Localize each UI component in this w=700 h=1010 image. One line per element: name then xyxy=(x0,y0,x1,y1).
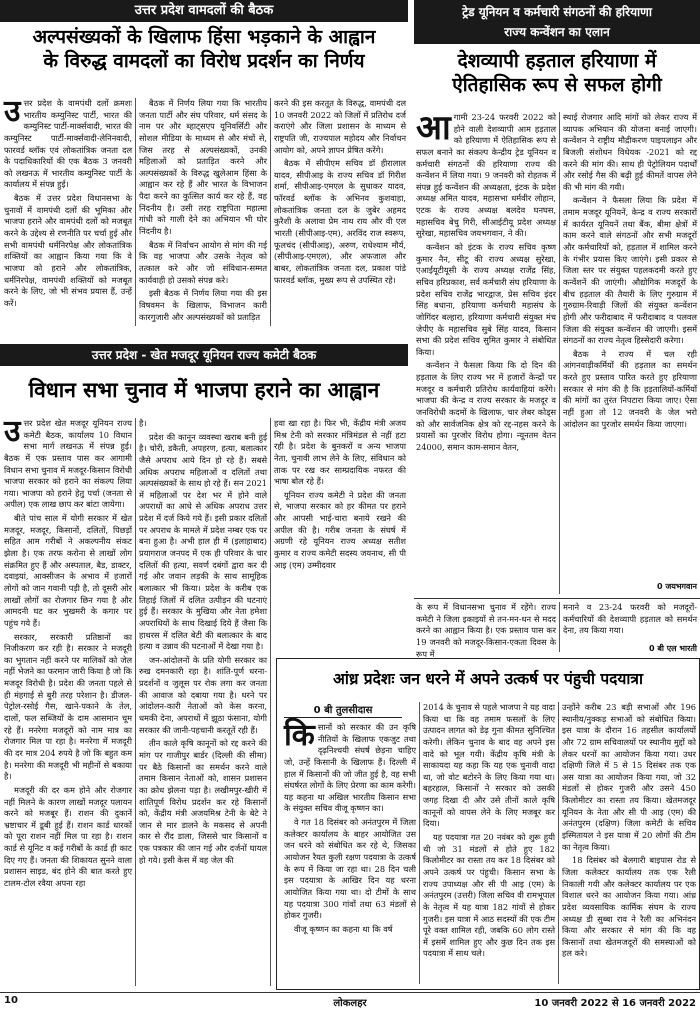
article3-column-1 xyxy=(416,108,556,594)
article4-column-3 xyxy=(562,702,696,984)
article1-column-1 xyxy=(4,94,132,326)
paragraph: स्थाई रोजगार आदि मांगों को लेकर राज्य में व्यापक अभियान की योजना बनाई जाएगी। कन्वेंशन ने राष्ट्रीय मौद्रीकरण पाइपलाइन और बिजली संशोधन विधेयक -2021 को रद्द करने की मांग की। साथ ही पेट्रोलियम पदार्थों और रसोई गैस की बढ़ी हुई कीमतें वापस लेने की भी मांग की गयी। xyxy=(563,112,697,192)
paragraph: बैठक में निर्वाचन आयोग से मांग की गई कि वह भाजपा और उसके नेतृत्व को तत्काल करे और जो संविधान-सम्मत कार्यवाही हो उसको संपन्न करे। xyxy=(139,239,267,285)
paragraph: हवा खा रहा है। फिर भी, केंद्रीय मंत्री अजय मिश्र टेनी को सरकार मंत्रिमंडल से नहीं हटा रही है। प्रदेश के बुनकरों व अन्य भाजपा नेता, चुनावी लाभ लेने के लिए, संविधान को ताक पर रख कर साम्प्रदायिक नफरत की भाषा बोल रहे हैं। xyxy=(274,418,406,487)
paragraph: मनाने व 23-24 फरवरी को मजदूरों-कर्मचारियों की देशव्यापी हड़ताल को समर्थन देना, तय किया गया। xyxy=(563,602,697,636)
article3-banner-line1: ट्रेड यूनियन व कर्मचारी संगठनों की हरियाणा xyxy=(462,5,652,19)
page-number: 10 xyxy=(4,995,18,1006)
article1-column-2 xyxy=(139,98,267,326)
paragraph: बैठक में सीपीएम सचिव डॉ हीरालाल यादव, सीपीआइ के राज्य सचिव डॉ गिरीश शर्मा, सीपीआइ-एमएल के सुधाकर यादव, फॉरवर्ड ब्लॉक के अभिनव कुशवाहा, लोकतांत्रिक जनता दल के जुबेर अहमद कुरैशी के अलावा प्रेम नाथ राय और वी एल भारती (सीपीआइ-एम), अरविंद राज स्वरूप, फूलचंद (सीपीआइ), अरुण, राधेश्याम मौर्य, (सीपीआइ-एमएल), और अफजाल और बाबर, लोकतांत्रिक जनता दल, प्रकाश पांडे फारवर्ड ब्लॉक, मुख्य रूप से उपस्थित रहे। xyxy=(274,158,406,285)
paragraph: के रूप में विधानसभा चुनाव में रहेंगे। राज्य कमेटी ने जिला इकाइयों से तन-मन-धन से मदद करने का आह्वान किया है। एक प्रस्ताव पास कर 19 जनवरी को मजदूर-किसान-एकता दिवस के रूप में xyxy=(416,602,556,659)
paragraph: गामी 23-24 फरवरी 2022 को होने वाली देशव्यापी आम हड़ताल को हरियाणा में ऐतिहासिक रूप से सफल बनाने का संकल्प केन्द्रीय ट्रेड यूनियन व कर्मचारी संगठनों की हरियाणा राज्य की कन्वेंशन में लिया गया। 9 जनवरी को रोहतक में संपन्न हुई कन्वेंशन की अध्यक्षता, इंटक के प्रदेश अध्यक्ष अमित यादव, महासभा धर्मवीर लोहान, एटक के राज्य अध्यक्ष बलदेव घनघस, महासचिव बेचु गिरी, सीआईटीयू प्रदेश अध्यक्ष सुरेखा, महासचिव जयभगवान, ने की। xyxy=(416,112,556,239)
publication-name: लोकलहर xyxy=(333,998,367,1009)
paragraph: है। xyxy=(139,418,147,428)
paragraph: जन-आंदोलनों के प्रति योगी सरकार का रुख दमनकारी रहा है। शांति-पूर्ण धरना-प्रदर्शनों व जुलूस पर रोक लगा कर जनता की आवाज को दबाया गया है। धरने पर आंदोलन-कारी नेताओं को केस करना, धमकी देना, अपराधों में झूठा फंसाना, योगी सरकार की जानी-पहचानी करतूतें रही हैं। xyxy=(139,654,267,735)
article3-headline-line2: ऐतिहासिक रूप से सफल होगी xyxy=(452,73,662,96)
article3-headline-line1: देशव्यापी हड़ताल हरियाणा में xyxy=(457,50,657,72)
paragraph: बैठक ने राज्य में चल रही आंगनवाड़ीकर्मियों की हड़ताल का समर्थन करते हुए प्रस्ताव पारित करते हुए हरियाणा सरकार से मांग की है कि हड़तालियों-कर्मियों की मांगों का तुरंत निपटारा किया जाए। ऐसा नहीं हुआ तो 12 जनवरी के जेल भरो आंदोलन का पुरजोर समर्थन किया जाएगा। xyxy=(563,348,697,429)
article1-dropcap: उ xyxy=(4,94,21,129)
article1-headline xyxy=(0,26,408,92)
paragraph: 2014 के चुनाव से पहले भाजपा ने यह वादा किया था कि वह तमाम फसलों के लिए उत्पादन लागत को डेढ़ गुना कीमत सुनिश्चित करेगी। लेकिन चुनाव के बाद वह अपने इस वादे को भूल गयी। केंद्रीय कृषि मंत्री के साकायदा यह कहा कि यह एक चुनावी वादा था, जो वोट बटोरने के लिए किया गया था। बहरहाल, किसानों ने सरकार को उसकी जगह दिखा दी और उसे तीनों काले कृषि कानूनों को वापस लेने के लिए मजबूर कर दिया। xyxy=(423,702,555,829)
paragraph: उन्होंने करीब 23 बड़ी सभाओं और 196 स्थानीय/नुक्कड़ सभाओं को संबोधित किया। इस यात्रा के दौरान 16 तहसील कार्यालयों और 72 ग्राम सचिवालयों पर स्थानीय मुद्दों को लेकर धरनों का आयोजन किया गया। उधर दक्षिणी जिले में 5 से 15 दिसंबर तक एक अस यात्रा का आयोजन किया गया, जो 32 मंडलों से होकर गुजरी और उसने 450 किलोमीटर का रास्ता तय किया। खेतमजदूर यूनियन के नेता और सी पी आइ (एम) की अनंतपुरम (दक्षिण) जिला कमेटी के सचिव इस्मितायल ने इस यात्रा में 20 लोगों की टीम का नेतृत्व किया। xyxy=(562,702,696,852)
paragraph: कन्वेंशन को इंटक के राज्य सचिव कृष्ण कुमार नैन, सीटू की राज्य अध्यक्ष सुरेखा, एआईयूटीयूसी के राज्य अध्यक्ष राजेंद्र सिंह, सचिव हरिप्रकाश, सर्व कर्मचारी संघ हरियाणा के प्रदेश सचिव राजेंद्र भारद्वाज, प्रेस सचिव इंदर सिंह बधाना, हरियाणा कर्मचारी महासंघ के जोगिंदर बल्हारा, हरियाणा कर्मचारी संयुक्त मंच जेपीए के महासचिव सुबे सिंह यादव, किसान सभा की प्रदेश सचिव सुमित कुमार ने संबोधित किया। xyxy=(416,242,556,357)
paragraph: सरकार, सरकारी प्रतिष्ठानों का निजीकरण कर रही है। सरकार ने मजदूरी का भुगतान नहीं करने पर मालिकों को जेल नहीं भेजने का फरमान जारी किया है जो कि मजदूर विरोधी है। प्रदेश की जनता पहले से ही मंहगाई से बुरी तरह परेशान है। डीजल-पेट्रोल-रसोई गैस, खाने-पकाने के तेल, दालों, फल सब्जियों के दाम आसमान चूम रहे हैं। मनरेगा मजदूरों को नाम मात्र का रोजगार मिल पा रहा है। मनरेगा में मजदूरी की दर मात्र 204 रुपये है जो कि बहुत कम है। मनरेगा की मजदूरी भी महीनों से बकाया है। xyxy=(4,631,132,782)
article2-headline: विधान सभा चुनाव में भाजपा हराने का आह्वान xyxy=(28,378,380,402)
article4-dropcap: कि xyxy=(284,718,315,753)
paragraph: बैठक में निर्णय लिया गया कि भारतीय जनता पार्टी और संघ परिवार, धर्म संसद के नाम पर और ब्हाट्सएप यूनिवर्सिटी और सोशल मीडिया के माध्यम से और मंचों से, जिस तरह से अल्पसंख्यकों, उनकी महिलाओं को प्रताड़ित करने और अल्पसंख्यकों के विरुद्ध खुलेआम हिंसा के आह्वान कर रहे हैं और भारत के विभाजन पैदा करने का कुत्सित कार्य कर रहे हैं, वह निंदनीय है। उसी तरह राष्ट्रपिता महात्मा गांधी को गाली देने का अभियान भी घोर निंदनीय है। xyxy=(139,98,267,237)
paragraph: 18 दिसंबर को बेलगारी बाइपास रोड से जिला कलेक्टर कार्यालय तक एक रैली निकाली गयी और कलेक्टर कार्यालय पर एक विशाल धरने का आयोजन किया गया। आंध्र प्रदेश व्यवसायिक कार्मिक संघम के राज्य अध्यक्ष डी सुब्बा राव ने रैली का अभिनंदन किया और सरकार से मांग की कि वह किसानों तथा खेतमजदूरों की समस्याओं को हल करे। xyxy=(562,855,696,959)
article3-banner-line2: राज्य कन्वेंशन का एलान xyxy=(504,25,610,39)
issue-date-range: 10 जनवरी 2022 से 16 जनवरी 2022 xyxy=(534,998,696,1009)
paragraph: प्रदेश की कानून व्यवस्था खराब बनी हुई है। चोरी, डकैती, अपहरण, हत्या, बलात्कार जैसे अपराध आये दिन हो रहे हैं। सबसे अधिक अपराध महिलाओं व दलितों तथा अल्पसंख्यकों के साथ हो रहे हैं। सन 2021 में महिलाओं पर देश भर में होने वाले अपराधों का आधे से अधिक अपराध उत्तर प्रदेश में दर्ज किये गये हैं। इसी प्रकार दलितों पर अपराध के मामले में प्रदेश नम्बर एक पर बना हुआ है। अभी हाल ही में (इलाहाबाद) प्रयागराज जनपद में एक ही परिवार के चार दलितों की हत्या, सवर्ण दबंगों द्वारा कर दी गई और जवान लड़की के साथ सामूहिक बलात्कार भी किया। प्रदेश के करीब एक तिहाई जिलों में दलित उत्पीड़न की घटनाएं हुई हैं। सरकार के मुखिया और नेता हमेशा अपराधियों के साथ दिखाई दिये हैं जैसा कि हाथरस में दलित बेटी की बलात्कार के बाद हत्या व उन्नाव की घटनाओं में देखा गया है। xyxy=(139,431,267,652)
article4-headline: आंध्र प्रदेशः जन धरने में अपने उत्कर्ष पर पंहुची पदयात्रा xyxy=(333,670,643,688)
paragraph: बैठक में उत्तर प्रदेश विधानसभा के चुनावों में वामपंथी दलों की भूमिका और भाजपा हराने और वामपंथी दलों को मजबूत करने के उद्देश्य से रणनीति पर चर्चा हुई और सभी वामपंथी धर्मनिरपेक्ष और लोकतांत्रिक शक्तियों का आह्वान किया गया कि वे भाजपा को हराने और लोकतांत्रिक, धर्मनिरपेक्ष, वामपंथी शक्तियों को मजबूत करने के लिए, जो भी संभव प्रयास हैं, उन्हें करें। xyxy=(4,193,132,308)
paragraph: त्तर प्रदेश खेत मजदूर यूनियन राज्य कमेटी बैठक, कार्यालय 10 विधान सभा मार्ग लखनऊ में संपन्न हुई। बैठक में एक प्रस्ताव पास कर आगामी विधान सभा चुनाव में मजदूर-किसान विरोधी भाजपा सरकार को हराने का संकल्प लिया गया। भाजपा को हराने हेतु पर्चा (जनता से अपील) एक लाख छाप कर बांटा जायेगा। xyxy=(4,418,132,510)
article1-headline-line1: अल्पसंख्यकों के खिलाफ हिंसा भड़काने के आह्वान xyxy=(32,26,376,48)
paragraph: करने की इस करतूत के विरुद्ध, वामपंथी दल 10 जनवरी 2022 को जिलों में प्रतिरोध दर्ज कराएंगे और जिला प्रशासन के माध्यम से राष्ट्रपति जी, राज्यपाल महोदय और निर्वाचन आयोग को, अपने ज्ञापन प्रेषित करेंगे। xyxy=(274,98,406,155)
paragraph: इसी बैठक में निर्णय लिया गया की इस विषवमन के खिलाफ, विभाजन कारी कारगुजारी और अल्पसंख्यकों को प्रताड़ित xyxy=(139,288,267,322)
article3-byline: 0 जयभगवान xyxy=(656,582,697,591)
paragraph: यूनियन राज्य कमेटी ने प्रदेश की जनता से, भाजपा सरकार को हर कीमत पर हराने और आपसी भाई-चारा बनाये रखने की अपील की है। गरीब जनता के संघर्ष में अग्रणी रहे यूनियन राज्य अध्यक्ष सतीश कुमार व राज्य कमेटी सदस्य जयनाथ, सी पी आइ (एम) उम्मीदवार xyxy=(274,489,406,570)
paragraph: कन्वेंशन ने फैसला किया कि दो दिन की हड़ताल के लिए राज्य भर में हजारों केन्द्रों पर मजदूर व कर्मचारी प्रतिरोध कार्यवाहियां करेंगे। भाजपा की केन्द्र व राज्य सरकार के मजदूर व जनविरोधी कदमों के खिलाफ, चार लेबर कोड्स को और सार्वजनिक क्षेत्र को रद्द-नहस करने के प्रयासों का पुरजोर विरोध होगा। न्यूनतम वेतन 24000, समान काम-समान वेतन, xyxy=(416,360,556,452)
paragraph: तीन काले कृषि कानूनों को रद्द करने की मांग पर गाजीपुर बार्डर (दिल्ली की सीमा) पर बैठे किसानों का समर्थन करने वाले तमाम किसान नेताओं को, शासन प्रशासन का क्रोध झेलना पड़ा है। लखीमपुर-खीरी में शांतिपूर्ण विरोध प्रदर्शन कर रहे किसानों को, केंद्रीय मंत्री अजयमिश्र टेनी के बेटे ने जान से मार डालने के मकसद से अपनी कार से रौंद डाला, जिससे चार किसानों व एक पत्रकार की जान गई और दर्जनों घायल हो गये। इसी केस में वह जेल की xyxy=(139,738,267,865)
paragraph: मजदूरी की दर कम होने और रोजगार नहीं मिलने के कारण लाखों मजदूर पलायन करने को मजबूर हैं। राशन की दुकानें भ्रष्टाचार में डूबी हुई हैं। राशन कार्ड धारकों को पूरा राशन नहीं मिल पा रहा है। राशन कार्ड से यूनिट व कई गरीबों के कार्ड ही काट दिए गए हैं। जनता की शिकायत सुनने वाला प्रशासन साइड, बंद होने की बात करते हुए टालम-टोल रवैया अपना रहा xyxy=(4,784,132,888)
paragraph: बीते पांच साल में योगी सरकार में खेत मजदूर, मजदूर, किसानों, दलितों, पिछड़ों सहित आम गरीबों ने अकल्पनीय संकट झेला है। एक तरफ करोना से लाखों लोग संक्रमित हुए हैं और अस्पताल, बैड, डाक्टर, दवाइयां, आक्सीजन के अभाव में हजारों लोगों को जान गवानी पड़ी है, तो दूसरी ओर लाखों लोगों का रोजगार छिन गया है और आमदनी घट कर भुखमरी के कगार पर पहुंच गये हैं। xyxy=(4,513,132,628)
article3-dropcap: आ xyxy=(416,108,451,148)
article2-tail xyxy=(563,602,697,638)
article2-dropcap: उ xyxy=(4,414,21,449)
article2-banner: उत्तर प्रदेश - खेत मजदूर यूनियन राज्य कमेटी बैठक xyxy=(0,344,408,366)
article1-column-3 xyxy=(274,98,406,326)
paragraph: सानों को सरकार की उन कृषि नीतियों के खिलाफ एकजुट तथा दृढ़निश्चयी संघर्ष छेड़ना चाहिए जो, उन्हें किसानी के खिलाफ हैं। दिल्ली में हाल में किसानों की जो जीत हुई है, वह सभी संघर्षरत लोगों के लिए प्रेरणा का काम करेगी। यह कहना था अखिल भारतीय किसान सभा के संयुक्त सचिव वीजू कृष्णन का। xyxy=(284,722,416,814)
article4-column-1 xyxy=(284,718,416,984)
paragraph: कन्वेंशन ने फैसला लिया कि प्रदेश में तमाम मजदूर यूनियनें, केन्द्र व राज्य सरकारों में कार्यरत यूनियनें तथा बैंक, बीमा क्षेत्रों में काम करने वाले संगठनों और सभी मजदूरों और कर्मचारियों को, हड़ताल में शामिल करने के गंभीर प्रयास किए जाएंगे। इसी प्रकार से जिला स्तर पर संयुक्त पहलकदमी करते हुए कन्वेंशनें की जाएंगी। औद्योगिक मजदूरों के बीच हड़ताल की तैयारी के लिए गुरुग्राम में गुरुग्राम-रिवाड़ी जिलों की संयुक्त कन्वेंशन होगी और फरीदाबाद में फरीदाबाद व पलवल जिला की संयुक्त कन्वेंशन की जाएगी। इसमें संगठनों का राज्य नेतृत्व हिस्सेदारी करेगा। xyxy=(563,195,697,346)
paragraph: यह पदयात्रा गत 20 नवंबर को शुरू हुयी थी जो 31 मंडलों से होते हुए 182 किलोमीटर का रास्ता तय कर 18 दिसंबर को अपने उत्कर्ष पर पंहुची। किसान सभा के राज्य उपाध्यक्ष और सी पी आइ (एम) के अनंतपुरम (उत्तरी) जिला सचिव वी रामभूपाल के नेतृत्व में यह यात्रा 182 गांवों से होकर गुजरी। इस यात्रा में आठ सदस्यों की एक टीम पूरे वक्त शामिल रही, जबकि 60 लोग रास्ते में इसमें शामिल हुए और कुछ दिन तक इस पदयात्रा में साथ चले। xyxy=(423,832,555,959)
article2-column-2 xyxy=(139,418,267,986)
article3-banner xyxy=(414,0,700,44)
article4-column-2 xyxy=(423,702,555,984)
article4-author: 0 बी तुलसीदास xyxy=(284,702,402,718)
article3-headline xyxy=(414,50,700,106)
paragraph: वीजू कृष्णन का कहना था कि वर्ष xyxy=(294,923,393,934)
article2-byline: 0 बी एल भारती xyxy=(648,644,697,653)
paragraph: वे गत 18 दिसंबर को अनंतपुरम में जिला कलेक्टर कार्यालय के बाहर आयोजित उस जन धरने को संबोधित कर रहे थे, जिसका आयोजन रैयत कुली रक्षण पदयात्रा के उत्कर्ष के रूप में किया जा रहा था। 28 दिन चली इस पदयात्रा के आखिर दिन यह धरना आयोजित किया गया था। दो टीमों के साथ यह पदयात्रा 300 गांवों तथा 63 मंडलों से होकर गुजरी। xyxy=(284,817,416,921)
article2-column-3-continued xyxy=(416,602,556,659)
paragraph: त्तर प्रदेश के वामपंथी दलों क्रमशः भारतीय कम्युनिस्ट पार्टी, भारत की कम्युनिस्ट पार्टी-मार्क्सवादी, भारत की कम्युनिस्ट पार्टी-मार्क्सवादी-लेनिनवादी, फारवर्ड ब्लॉक एवं लोकतांत्रिक जनता दल के पदाधिकारियों की एक बैठक 3 जनवरी को लखनऊ में भारतीय कम्युनिस्ट पार्टी के कार्यालय में संपन्न हुई। xyxy=(4,98,132,190)
article2-column-1 xyxy=(4,414,132,986)
article3-column-2 xyxy=(563,112,697,586)
article1-banner: उत्तर प्रदेश वामदलों की बैठक xyxy=(0,0,408,22)
article2-column-3 xyxy=(274,418,406,590)
article1-headline-line2: के विरुद्ध वामदलों का विरोध प्रदर्शन का निर्णय xyxy=(43,49,365,72)
